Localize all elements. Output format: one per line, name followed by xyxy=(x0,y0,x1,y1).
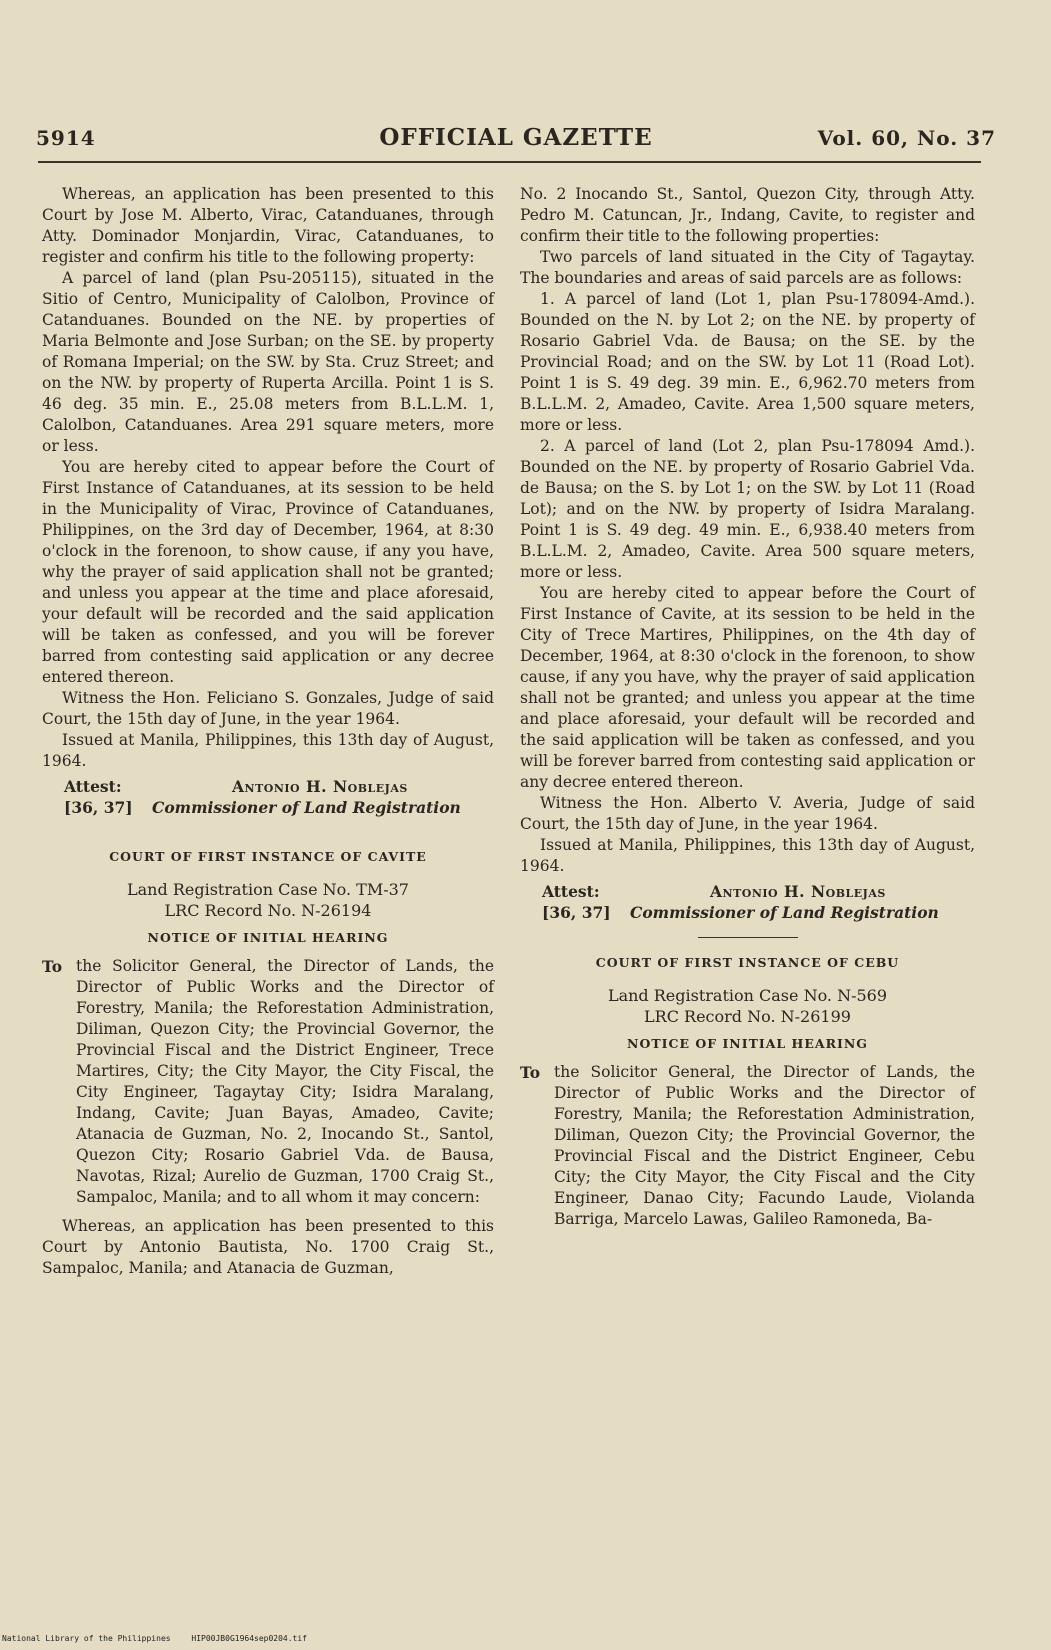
lrc-record: LRC Record No. N-26194 xyxy=(164,901,372,920)
addressee-block xyxy=(520,1062,975,1230)
page-header xyxy=(36,120,996,160)
case-number: Land Registration Case No. TM-37 xyxy=(127,880,409,899)
to-word: To xyxy=(42,957,63,976)
attest-line xyxy=(64,776,494,797)
case-number: Land Registration Case No. N-569 xyxy=(607,986,888,1005)
header-rule xyxy=(38,161,981,163)
paragraph: You are hereby cited to appear before the Court of First Instance of Catanduanes, at its session to be held in the Municipality of Virac, Province of Catanduanes, Philippines, on the 3rd day of December, 1964, at 8:30 o'clock in the forenoon, to show cause, if any you have, why the prayer of said application shall not be granted; and unless you appear at the time and place aforesaid, your default will be recorded and the said application will be taken as confessed, and you will be forever barred from contesting said application or any decree entered thereon. xyxy=(42,458,494,686)
addressee-list: the Solicitor General, the Director of Lands, the Director of Public Works and the Director of Forestry, Manila; the Reforestation Administration, Diliman, Quezon City; the Provincial Governor, the Provincial Fiscal and the District Engineer, Cebu City; the City Mayor, the City Fiscal and the City Engineer, Danao City; Facundo Laude, Violanda Barriga, Marcelo Lawas, Galileo Ramoneda, Ba- xyxy=(554,1063,975,1228)
paragraph: Issued at Manila, Philippines, this 13th day of August, 1964. xyxy=(42,731,494,770)
paragraph: Witness the Hon. Feliciano S. Gonzales, Judge of said Court, the 15th day of June, in the year 1964. xyxy=(42,689,494,728)
scan-footer xyxy=(2,1634,323,1643)
lrc-record: LRC Record No. N-26199 xyxy=(644,1007,851,1026)
paragraph: Whereas, an application has been presented to this Court by Antonio Bautista, No. 1700 Craig St., Sampaloc, Manila; and Atanacia de Guzman, xyxy=(42,1217,494,1277)
paragraph: Whereas, an application has been presented to this Court by Jose M. Alberto, Virac, Catanduanes, through Atty. Dominador Monjardin, Virac, Catanduanes, to register and confirm his title to the following property: xyxy=(42,185,494,266)
paragraph: You are hereby cited to appear before the Court of First Instance of Cavite, at its session to be held in the City of Trece Martires, Philippines, on the 4th day of December, 1964, at 8:30 o'clock in the forenoon, to show cause, if any you have, why the prayer of said application shall not be granted; and unless you appear at the time and place aforesaid, your default will be recorded and the said application will be taken as confessed, and you will be forever barred from contesting said application or any decree entered thereon. xyxy=(520,584,975,791)
attest-label: Attest: xyxy=(542,882,600,901)
notice-title: NOTICE OF INITIAL HEARING xyxy=(147,930,389,945)
court-heading: COURT OF FIRST INSTANCE OF CAVITE xyxy=(109,849,427,864)
commissioner-role: Commissioner of Land Registration xyxy=(152,798,461,817)
paragraph: Issued at Manila, Philippines, this 13th day of August, 1964. xyxy=(520,836,975,875)
attest-role-line xyxy=(64,797,494,818)
commissioner-name: Antonio H. Noblejas xyxy=(232,777,408,796)
issue-reference: [36, 37] xyxy=(64,798,133,817)
attest-label: Attest: xyxy=(64,777,122,796)
issue-reference: [36, 37] xyxy=(542,903,611,922)
commissioner-role: Commissioner of Land Registration xyxy=(630,903,939,922)
court-heading: COURT OF FIRST INSTANCE OF CEBU xyxy=(595,955,900,970)
page-number: 5914 xyxy=(36,126,96,150)
file-name: HIP00JB0G1964sep0204.tif xyxy=(191,1634,307,1643)
addressee-block xyxy=(42,956,494,1208)
paragraph: A parcel of land (plan Psu-205115), situated in the Sitio of Centro, Municipality of Calolbon, Province of Catanduanes. Bounded on the NE. by properties of Maria Belmonte and Jose Surban; on the SE. by property of Romana Imperial; on the SW. by Sta. Cruz Street; and on the NW. by property of Ruperta Arcilla. Point 1 is S. 46 deg. 35 min. E., 25.08 meters from B.L.L.M. 1, Calolbon, Catanduanes. Area 291 square meters, more or less. xyxy=(42,269,494,455)
paragraph: Two parcels of land situated in the City of Tagaytay. The boundaries and areas of said parcels are as follows: xyxy=(520,248,975,287)
notice-title: NOTICE OF INITIAL HEARING xyxy=(627,1036,868,1051)
attest-role-line xyxy=(542,902,975,923)
to-word: To xyxy=(520,1063,541,1082)
commissioner-name: Antonio H. Noblejas xyxy=(710,882,886,901)
paragraph: 2. A parcel of land (Lot 2, plan Psu-178094 Amd.). Bounded on the NE. by property of Rosario Gabriel Vda. de Bausa; on the S. by Lot 1; on the SW. by Lot 11 (Road Lot); and on the NW. by property of Isidra Maralang. Point 1 is S. 49 deg. 49 min. E., 6,938.40 meters from B.L.L.M. 2, Amadeo, Cavite. Area 500 square meters, more or less. xyxy=(520,437,975,581)
left-column xyxy=(42,184,494,1279)
attest-line xyxy=(542,881,975,902)
paragraph: 1. A parcel of land (Lot 1, plan Psu-178094-Amd.). Bounded on the N. by Lot 2; on the NE. by property of Rosario Gabriel Vda. de Bausa; on the SE. by the Provincial Road; and on the SW. by Lot 11 (Road Lot). Point 1 is S. 49 deg. 39 min. E., 6,962.70 meters from B.L.L.M. 2, Amadeo, Cavite. Area 1,500 square meters, more or less. xyxy=(520,290,975,434)
section-divider xyxy=(698,937,798,938)
paragraph: Witness the Hon. Alberto V. Averia, Judge of said Court, the 15th day of June, in the year 1964. xyxy=(520,794,975,833)
publication-title: OFFICIAL GAZETTE xyxy=(379,124,653,151)
addressee-list: the Solicitor General, the Director of Lands, the Director of Public Works and the Director of Forestry, Manila; the Reforestation Administration, Diliman, Quezon City; the Provincial Governor, the Provincial Fiscal and the District Engineer, Trece Martires, City; the City Mayor, the City Fiscal, the City Engineer, Tagaytay City; Isidra Maralang, Indang, Cavite; Juan Bayas, Amadeo, Cavite; Atanacia de Guzman, No. 2, Inocando St., Santol, Quezon City; Rosario Gabriel Vda. de Bausa, Navotas, Rizal; Aurelio de Guzman, 1700 Craig St., Sampaloc, Manila; and to all whom it may concern: xyxy=(76,957,494,1206)
right-column xyxy=(520,184,975,1230)
volume-number: Vol. 60, No. 37 xyxy=(817,126,996,150)
library-credit: National Library of the Philippines xyxy=(2,1634,171,1643)
paragraph: No. 2 Inocando St., Santol, Quezon City, through Atty. Pedro M. Catuncan, Jr., Indang, Cavite, to register and confirm their title to the following properties: xyxy=(520,185,975,245)
